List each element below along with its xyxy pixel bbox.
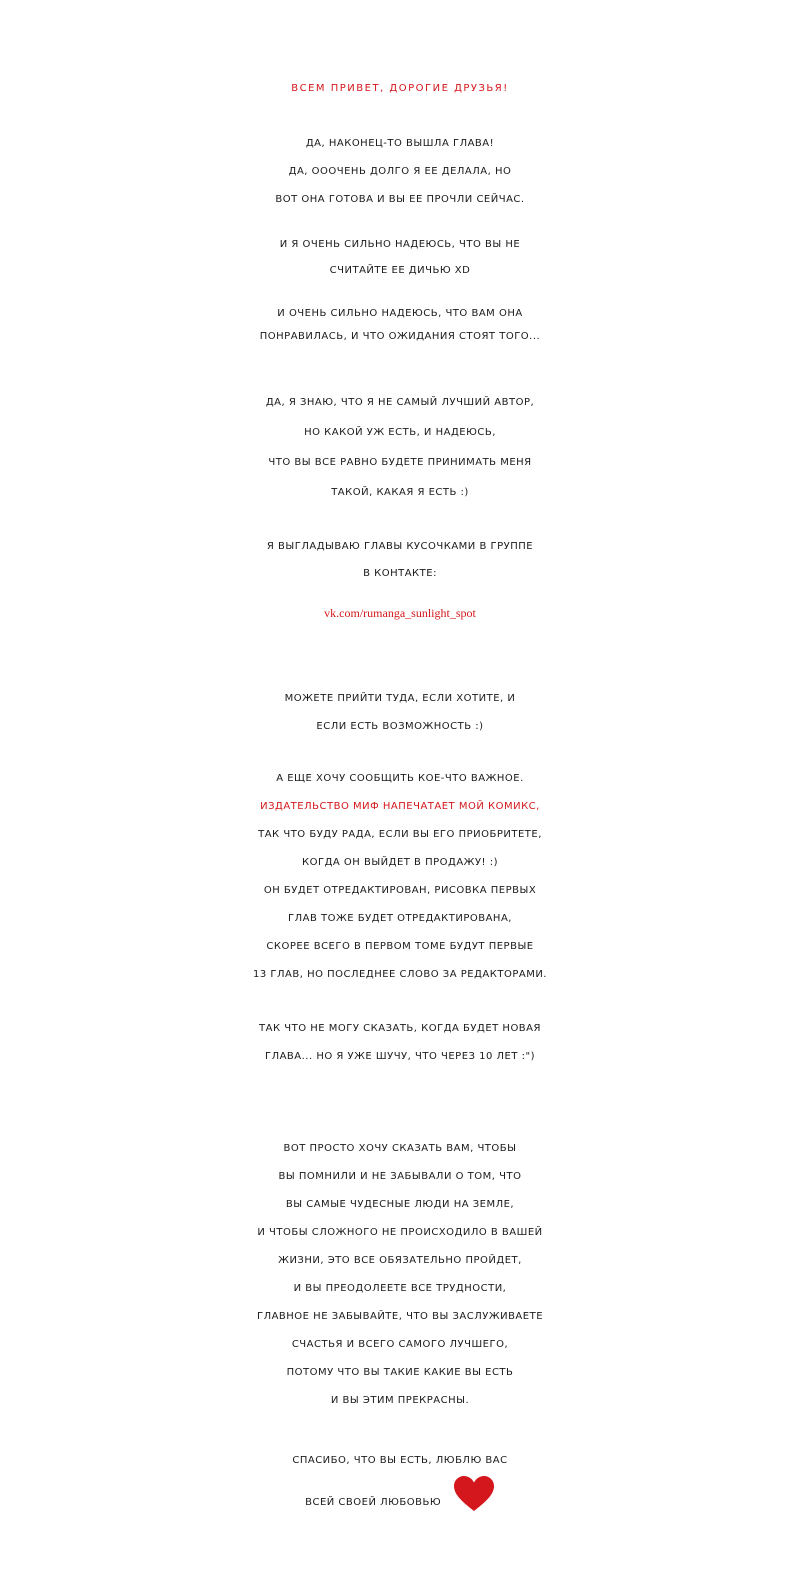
text-line: И ОЧЕНЬ СИЛЬНО НАДЕЮСЬ, ЧТО ВАМ ОНА: [277, 308, 523, 319]
text-line: ГЛАВ ТОЖЕ БУДЕТ ОТРЕДАКТИРОВАНА,: [288, 913, 512, 924]
text-line: ВЫ ПОМНИЛИ И НЕ ЗАБЫВАЛИ О ТОМ, ЧТО: [278, 1171, 522, 1182]
text-line: ТАК ЧТО НЕ МОГУ СКАЗАТЬ, КОГДА БУДЕТ НОВАЯ: [259, 1023, 541, 1034]
text-line: ВСЕЙ СВОЕЙ ЛЮБОВЬЮ: [305, 1497, 442, 1508]
text-line: ДА, Я ЗНАЮ, ЧТО Я НЕ САМЫЙ ЛУЧШИЙ АВТОР,: [265, 397, 535, 408]
publisher-announcement: ИЗДАТЕЛЬСТВО МИФ НАПЕЧАТАЕТ МОЙ КОМИКС,: [260, 801, 540, 812]
text-line: ВЫ САМЫЕ ЧУДЕСНЫЕ ЛЮДИ НА ЗЕМЛЕ,: [285, 1199, 515, 1210]
text-line: ГЛАВА... НО Я УЖЕ ШУЧУ, ЧТО ЧЕРЕЗ 10 ЛЕТ :"): [264, 1051, 536, 1062]
text-line: ГЛАВНОЕ НЕ ЗАБЫВАЙТЕ, ЧТО ВЫ ЗАСЛУЖИВАЕТЕ: [256, 1311, 544, 1322]
text-line: ПОНРАВИЛАСЬ, И ЧТО ОЖИДАНИЯ СТОЯТ ТОГО...: [259, 331, 541, 342]
text-line: МОЖЕТЕ ПРИЙТИ ТУДА, ЕСЛИ ХОТИТЕ, И: [284, 693, 516, 704]
paragraph-thanks: [0, 1447, 800, 1517]
text-line: И Я ОЧЕНЬ СИЛЬНО НАДЕЮСЬ, ЧТО ВЫ НЕ: [279, 239, 521, 250]
heart-icon: [453, 1475, 495, 1513]
text-line: СЧАСТЬЯ И ВСЕГО САМОГО ЛУЧШЕГО,: [291, 1339, 509, 1350]
vk-group-link[interactable]: vk.com/rumanga_sunlight_spot: [324, 606, 476, 620]
text-line: ЕСЛИ ЕСТЬ ВОЗМОЖНОСТЬ :): [316, 721, 484, 732]
text-line: ТАК ЧТО БУДУ РАДА, ЕСЛИ ВЫ ЕГО ПРИОБРИТЕТЕ,: [258, 829, 542, 840]
paragraph-hope-not-weird: [0, 232, 800, 284]
text-line: ДА, ОООЧЕНЬ ДОЛГО Я ЕЕ ДЕЛАЛА, НО: [288, 166, 512, 177]
text-line: И ЧТОБЫ СЛОЖНОГО НЕ ПРОИСХОДИЛО В ВАШЕЙ: [257, 1227, 543, 1238]
text-line: И ВЫ ПРЕОДОЛЕЕТЕ ВСЕ ТРУДНОСТИ,: [293, 1283, 507, 1294]
text-line: В КОНТАКТЕ:: [363, 567, 437, 579]
text-line: ВОТ ПРОСТО ХОЧУ СКАЗАТЬ ВАМ, ЧТОБЫ: [283, 1143, 517, 1154]
text-line: И ВЫ ЭТИМ ПРЕКРАСНЫ.: [330, 1395, 470, 1406]
text-line: КОГДА ОН ВЫЙДЕТ В ПРОДАЖУ! :): [302, 857, 498, 868]
paragraph-chapter-out: [0, 130, 800, 214]
paragraph-come-visit: [0, 685, 800, 741]
text-line: ЖИЗНИ, ЭТО ВСЕ ОБЯЗАТЕЛЬНО ПРОЙДЕТ,: [278, 1255, 522, 1266]
page-title: ВСЕМ ПРИВЕТ, ДОРОГИЕ ДРУЗЬЯ!: [291, 83, 509, 94]
text-line: ДА, НАКОНЕЦ-ТО ВЫШЛА ГЛАВА!: [305, 138, 495, 149]
text-line: ЧТО ВЫ ВСЕ РАВНО БУДЕТЕ ПРИНИМАТЬ МЕНЯ: [268, 457, 532, 468]
text-line: 13 ГЛАВ, НО ПОСЛЕДНЕЕ СЛОВО ЗА РЕДАКТОРАМИ.: [253, 969, 547, 980]
paragraph-not-best-author: [0, 388, 800, 508]
paragraph-hope-liked: [0, 302, 800, 348]
paragraph-publishing-news: [0, 765, 800, 989]
text-line: СЧИТАЙТЕ ЕЕ ДИЧЬЮ XD: [329, 265, 471, 276]
text-line: А ЕЩЕ ХОЧУ СООБЩИТЬ КОЕ-ЧТО ВАЖНОЕ.: [276, 773, 524, 784]
text-line: СКОРЕЕ ВСЕГО В ПЕРВОМ ТОМЕ БУДУТ ПЕРВЫЕ: [266, 941, 534, 952]
paragraph-next-chapter: [0, 1015, 800, 1071]
text-line: НО КАКОЙ УЖ ЕСТЬ, И НАДЕЮСЬ,: [304, 427, 496, 438]
text-line: ВОТ ОНА ГОТОВА И ВЫ ЕЕ ПРОЧЛИ СЕЙЧАС.: [275, 194, 525, 205]
text-line: ОН БУДЕТ ОТРЕДАКТИРОВАН, РИСОВКА ПЕРВЫХ: [263, 885, 537, 896]
paragraph-kind-words: [0, 1135, 800, 1415]
paragraph-group-info: [0, 534, 800, 587]
text-line: ПОТОМУ ЧТО ВЫ ТАКИЕ КАКИЕ ВЫ ЕСТЬ: [286, 1367, 514, 1378]
text-line: Я ВЫГЛАДЫВАЮ ГЛАВЫ КУСОЧКАМИ В ГРУППЕ: [266, 541, 534, 552]
text-line: ТАКОЙ, КАКАЯ Я ЕСТЬ :): [331, 487, 469, 498]
text-line: СПАСИБО, ЧТО ВЫ ЕСТЬ, ЛЮБЛЮ ВАС: [292, 1455, 508, 1466]
thanks-last-line: [0, 1475, 800, 1517]
